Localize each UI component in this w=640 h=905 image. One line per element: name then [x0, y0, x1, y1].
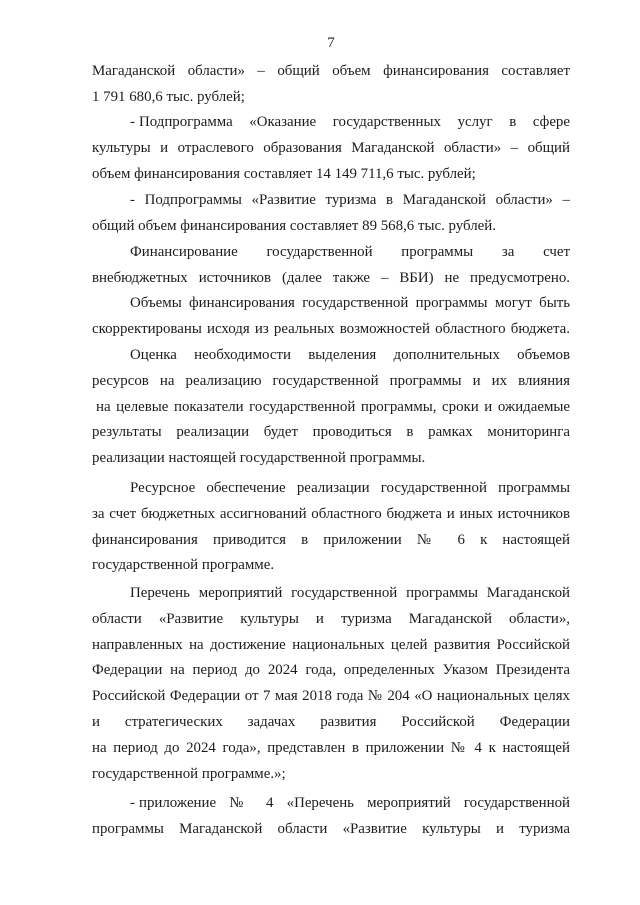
text-line: объем финансирования составляет 14 149 711,6 тыс. рублей;: [92, 165, 476, 182]
list-dash: -: [130, 795, 135, 811]
paragraph: [92, 791, 570, 843]
paragraph: [92, 110, 570, 187]
text-line: финансирования приводится в приложении № 6 к настоящей: [92, 531, 570, 548]
text-line: [92, 791, 570, 817]
text-line: - Подпрограммы «Развитие туризма в Магаданской области» –: [130, 192, 570, 208]
text-line: программы Магаданской области «Развитие культуры и туризма: [92, 820, 570, 837]
text-line-content: Подпрограмма «Оказание государственных услуг в сфере: [138, 114, 570, 130]
list-dash: -: [130, 114, 135, 130]
paragraph: [92, 240, 570, 292]
text-line: Финансирование государственной программы за счет: [130, 244, 570, 260]
text-line: направленных на достижение национальных целей развития Российской: [92, 636, 570, 653]
text-line: области «Развитие культуры и туризма Магаданской области»,: [92, 610, 570, 627]
paragraph: [92, 581, 570, 787]
text-line: Перечень мероприятий государственной программы Магаданской: [130, 585, 570, 601]
text-line: Российской Федерации от 7 мая 2018 года № 204 «О национальных целях: [92, 688, 570, 705]
text-line: Объемы финансирования государственной программы могут быть: [130, 295, 570, 311]
text-line: на целевые показатели государственной программы, сроки и ожидаемые: [96, 398, 570, 415]
text-line: реализации настоящей государственной программы.: [92, 450, 426, 467]
text-line-content: приложение № 4 «Перечень мероприятий государственной: [138, 795, 570, 811]
paragraph: [92, 188, 570, 240]
text-line: Ресурсное обеспечение реализации государственной программы: [130, 480, 570, 496]
text-line: общий объем финансирования составляет 89 568,6 тыс. рублей.: [92, 217, 496, 234]
text-line: ресурсов на реализацию государственной программы и их влияния: [92, 372, 570, 389]
text-line: [92, 110, 570, 136]
text-line: Федерации на период до 2024 года, определенных Указом Президента: [92, 662, 570, 679]
text-line: внебюджетных источников (далее также – ВБИ) не предусмотрено.: [92, 269, 570, 286]
text-line: государственной программе.»;: [92, 765, 286, 782]
text-line: скорректированы исходя из реальных возможностей областного бюджета.: [92, 320, 570, 337]
paragraph: [92, 343, 570, 472]
text-line: результаты реализации будет проводиться в рамках мониторинга: [92, 424, 570, 441]
page-number: 7: [327, 35, 335, 51]
paragraph: [92, 476, 570, 579]
paragraph: [92, 291, 570, 343]
text-line: 1 791 680,6 тыс. рублей;: [92, 88, 245, 105]
text-line: Магаданской области» – общий объем финансирования составляет: [92, 63, 570, 79]
text-line: Оценка необходимости выделения дополнительных объемов: [130, 347, 570, 363]
text-line: культуры и отраслевого образования Магаданской области» – общий: [92, 139, 570, 156]
text-line: и стратегических задачах развития Российской Федерации: [92, 713, 570, 730]
text-line: за счет бюджетных ассигнований областного бюджета и иных источников: [92, 505, 570, 522]
paragraph: [92, 59, 570, 111]
text-line: государственной программе.: [92, 557, 275, 574]
text-line: на период до 2024 года», представлен в приложении № 4 к настоящей: [92, 739, 570, 756]
